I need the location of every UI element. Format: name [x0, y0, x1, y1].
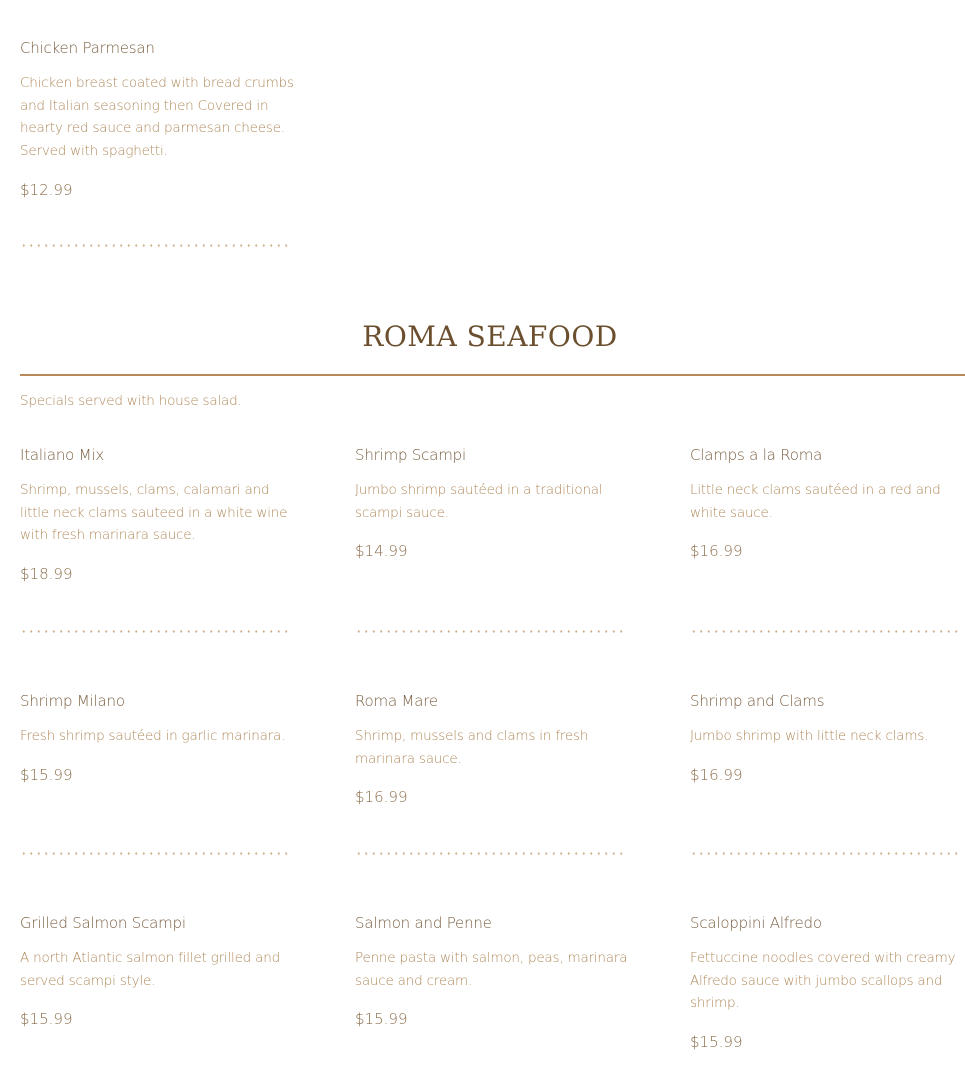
item-description: Penne pasta with salmon, peas, marinara sauce and cream.: [355, 950, 628, 989]
item-price: $14.99: [355, 542, 408, 561]
menu-item: [355, 913, 630, 1029]
section-divider: [20, 374, 965, 376]
item-name: Grilled Salmon Scampi: [20, 914, 186, 932]
item-name: Clamps a la Roma: [690, 446, 823, 464]
item-price: $16.99: [355, 788, 408, 807]
item-price: $15.99: [20, 765, 73, 784]
item-name: Chicken Parmesan: [20, 39, 155, 57]
item-description: A north Atlantic salmon fillet grilled and served scampi style.: [20, 950, 280, 989]
item-name: Shrimp Scampi: [355, 446, 466, 464]
menu-item: [20, 691, 295, 785]
section-title: ROMA SEAFOOD: [362, 320, 618, 353]
dotted-divider: [355, 852, 625, 855]
item-price: $15.99: [355, 1010, 408, 1029]
item-description: Chicken breast coated with bread crumbs and Italian seasoning then Covered in hearty red sauce and parmesan cheese. Served with spaghetti.: [20, 75, 294, 160]
menu-item: [20, 913, 295, 1029]
item-price: $18.99: [20, 565, 73, 584]
item-name: Shrimp Milano: [20, 692, 125, 710]
dotted-divider: [20, 630, 290, 633]
item-name: Italiano Mix: [20, 446, 105, 464]
item-description: Fresh shrimp sautéed in garlic marinara.: [20, 728, 286, 744]
section-note: Specials served with house salad.: [20, 393, 242, 409]
item-price: $12.99: [20, 180, 73, 199]
item-name: Roma Mare: [355, 692, 438, 710]
dotted-divider: [355, 630, 625, 633]
dotted-divider: [690, 852, 960, 855]
menu-item: [690, 913, 965, 1052]
item-name: Scaloppini Alfredo: [690, 914, 822, 932]
item-description: Jumbo shrimp with little neck clams.: [690, 728, 929, 744]
menu-item: [355, 445, 630, 561]
menu-item: [690, 691, 965, 785]
menu-item: [20, 38, 295, 200]
item-price: $16.99: [690, 542, 743, 561]
item-price: $15.99: [20, 1010, 73, 1029]
item-name: Shrimp and Clams: [690, 692, 825, 710]
dotted-divider: [20, 244, 290, 247]
item-name: Salmon and Penne: [355, 914, 492, 932]
item-price: $15.99: [690, 1033, 743, 1052]
item-description: Shrimp, mussels, clams, calamari and little neck clams sauteed in a white wine with fresh marinara sauce.: [20, 482, 288, 544]
item-description: Jumbo shrimp sautéed in a traditional scampi sauce.: [355, 482, 603, 521]
menu-item: [355, 691, 630, 807]
menu-item: [690, 445, 965, 561]
item-description: Fettuccine noodles covered with creamy Alfredo sauce with jumbo scallops and shrimp.: [690, 950, 956, 1012]
item-description: Little neck clams sautéed in a red and white sauce.: [690, 482, 941, 521]
item-price: $16.99: [690, 765, 743, 784]
menu-item: [20, 445, 295, 584]
dotted-divider: [20, 852, 290, 855]
item-description: Shrimp, mussels and clams in fresh marinara sauce.: [355, 728, 589, 767]
dotted-divider: [690, 630, 960, 633]
